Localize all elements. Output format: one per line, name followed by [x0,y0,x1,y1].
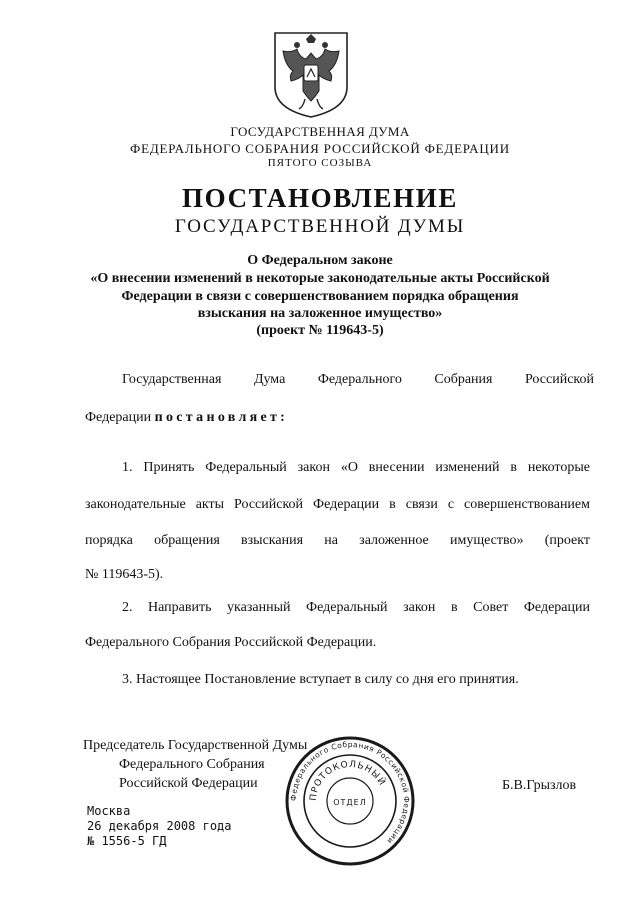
signature-title-line-3: Российской Федерации [119,776,258,791]
item1-line-1: 1. Принять Федеральный закон «О внесении изменений в некоторые [122,460,590,475]
stamp-inner-text: ПРОТОКОЛЬНЫЙ [308,759,387,802]
document-title: ПОСТАНОВЛЕНИЕ [182,183,458,213]
footer-city: Москва [87,804,131,818]
document-subtitle: ГОСУДАРСТВЕННОЙ ДУМЫ [174,216,466,237]
intro-line-2 [85,410,590,426]
signatory-name: Б.В.Грызлов [502,778,577,793]
footer-date: 26 декабря 2008 года [87,819,232,833]
subject-line-3: Федерации в связи с совершенствованием порядка обращения [121,289,519,304]
header-duma: ГОСУДАРСТВЕННАЯ ДУМА [230,124,410,139]
stamp-outer-text: Федерального Собрания Российской Федерации [288,739,412,846]
item2-line-1: 2. Направить указанный Федеральный закон в Совет Федерации [122,600,590,615]
item1-line-2: законодательные акты Российской Федерации в связи с совершенствованием [85,497,590,512]
header-convocation: ПЯТОГО СОЗЫВА [267,157,373,169]
signature-title-line-1: Председатель Государственной Думы [83,738,308,753]
item3: 3. Настоящее Постановление вступает в силу со дня его принятия. [122,672,519,687]
subject-line-4: взыскания на заложенное имущество» [197,306,443,321]
subject-line-2: «О внесении изменений в некоторые законодательные акты Российской [90,271,550,286]
intro-line-1: Государственная Дума Федерального Собрания Российской [122,372,594,387]
signature-title-line-2: Федерального Собрания [119,757,265,772]
subject-line-1: О Федеральном законе [247,253,393,268]
intro-federation: Федерации [85,410,155,425]
stamp-center-text: ОТДЕЛ [333,798,367,807]
coat-of-arms-emblem [273,31,349,119]
item2-line-2: Федерального Собрания Российской Федерации. [85,635,377,650]
official-stamp [284,735,416,867]
item1-line-3: порядка обращения взыскания на заложенное имущество» (проект [85,533,590,548]
footer-number: № 1556-5 ГД [87,834,167,848]
resolves-keyword: постановляет: [154,410,289,425]
header-federal-assembly: ФЕДЕРАЛЬНОГО СОБРАНИЯ РОССИЙСКОЙ ФЕДЕРАЦИИ [130,141,510,156]
item1-line-4: № 119643-5). [85,567,164,582]
subject-line-5: (проект № 119643-5) [256,323,384,338]
